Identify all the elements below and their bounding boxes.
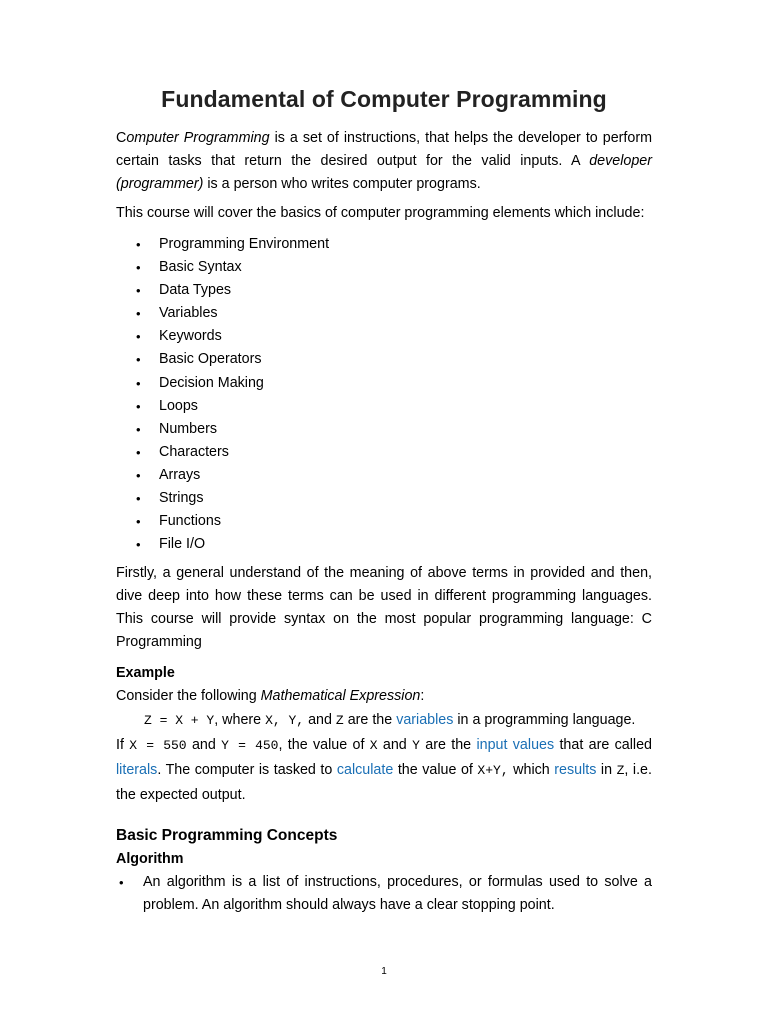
- intro-developer: developer (programmer): [116, 153, 652, 192]
- xplusy-code: X+Y,: [477, 763, 509, 779]
- input-values-term: input values: [476, 737, 555, 754]
- cover-paragraph: This course will cover the basics of computer programming elements which include:: [116, 205, 645, 221]
- algorithm-list: [116, 871, 652, 917]
- ie-text: , i.e. the expected output.: [116, 762, 652, 804]
- intro-text-2: is a person who writes computer programs.: [203, 176, 481, 192]
- which-text: which: [508, 762, 555, 779]
- list-item: • Basic Operators: [116, 348, 652, 371]
- x-code: X: [369, 738, 378, 754]
- x-assign-code: X = 550: [129, 738, 187, 754]
- consider-colon: :: [420, 688, 425, 705]
- if-text: If: [116, 737, 130, 754]
- example-heading: Example: [116, 665, 175, 682]
- example-body: [116, 708, 652, 808]
- list-item: • Functions: [116, 510, 652, 533]
- where-text: , where: [214, 712, 266, 729]
- consider-text: Consider the following: [116, 688, 261, 705]
- z2-code: Z: [616, 763, 625, 779]
- list-item: • Strings: [116, 487, 652, 510]
- intro-term: omputer Programming: [126, 130, 270, 146]
- z-code: Z: [335, 713, 344, 729]
- consider-emphasis: Mathematical Expression: [260, 688, 421, 705]
- intro-paragraph: [116, 127, 652, 196]
- in-lang-text: in a programming language.: [453, 712, 636, 729]
- in-text: in: [596, 762, 617, 779]
- intro-initial: C: [116, 130, 127, 146]
- list-item: • Programming Environment: [116, 233, 652, 256]
- results-term: results: [554, 762, 597, 779]
- y-code: Y: [412, 738, 420, 754]
- example-line-2: [116, 733, 652, 808]
- list-item: • Arrays: [116, 464, 652, 487]
- example-line-1: [116, 708, 652, 733]
- expression: Z = X + Y: [144, 713, 215, 729]
- basic-concepts-heading: Basic Programming Concepts: [116, 827, 338, 845]
- vars-code: X, Y,: [265, 713, 305, 729]
- variables-term: variables: [396, 712, 454, 729]
- intro-text-1: is a set of instructions, that helps the developer to perform certain tasks that return the desired output for the valid inputs. A: [116, 130, 652, 169]
- list-item: • Keywords: [116, 325, 652, 348]
- list-item: • Basic Syntax: [116, 256, 652, 279]
- calculate-term: calculate: [336, 762, 394, 779]
- page-title: Fundamental of Computer Programming: [161, 86, 607, 112]
- and3-text: and: [377, 737, 413, 754]
- list-item: • Decision Making: [116, 372, 652, 395]
- list-item: • Loops: [116, 395, 652, 418]
- value-of2-text: the value of: [393, 762, 478, 779]
- value-of-text: , the value of: [278, 737, 370, 754]
- topics-list: [116, 233, 652, 556]
- list-item: • Data Types: [116, 279, 652, 302]
- that-called-text: that are called: [554, 737, 652, 754]
- computer-tasked-text: . The computer is tasked to: [157, 762, 337, 779]
- literals-term: literals: [116, 762, 158, 779]
- algorithm-heading: Algorithm: [116, 851, 184, 868]
- are-the-text: are the: [343, 712, 397, 729]
- and-text: and: [304, 712, 336, 729]
- list-item: • Variables: [116, 302, 652, 325]
- document-page: [116, 86, 652, 917]
- page-number: 1: [381, 966, 387, 977]
- firstly-paragraph: Firstly, a general understand of the meaning of above terms in provided and then, dive deep into how these terms can be used in different programming languages. This course will provide syntax on the most popular programming language: C Programming: [116, 565, 652, 651]
- list-item: • File I/O: [116, 533, 652, 556]
- list-item: • Numbers: [116, 418, 652, 441]
- list-item: • An algorithm is a list of instructions, procedures, or formulas used to solve a problem. An algorithm should always have a clear stopping point.: [116, 871, 652, 917]
- y-assign-code: Y = 450: [221, 738, 279, 754]
- are-the2-text: are the: [419, 737, 477, 754]
- list-item: • Characters: [116, 441, 652, 464]
- consider-line: [116, 685, 652, 708]
- and2-text: and: [186, 737, 222, 754]
